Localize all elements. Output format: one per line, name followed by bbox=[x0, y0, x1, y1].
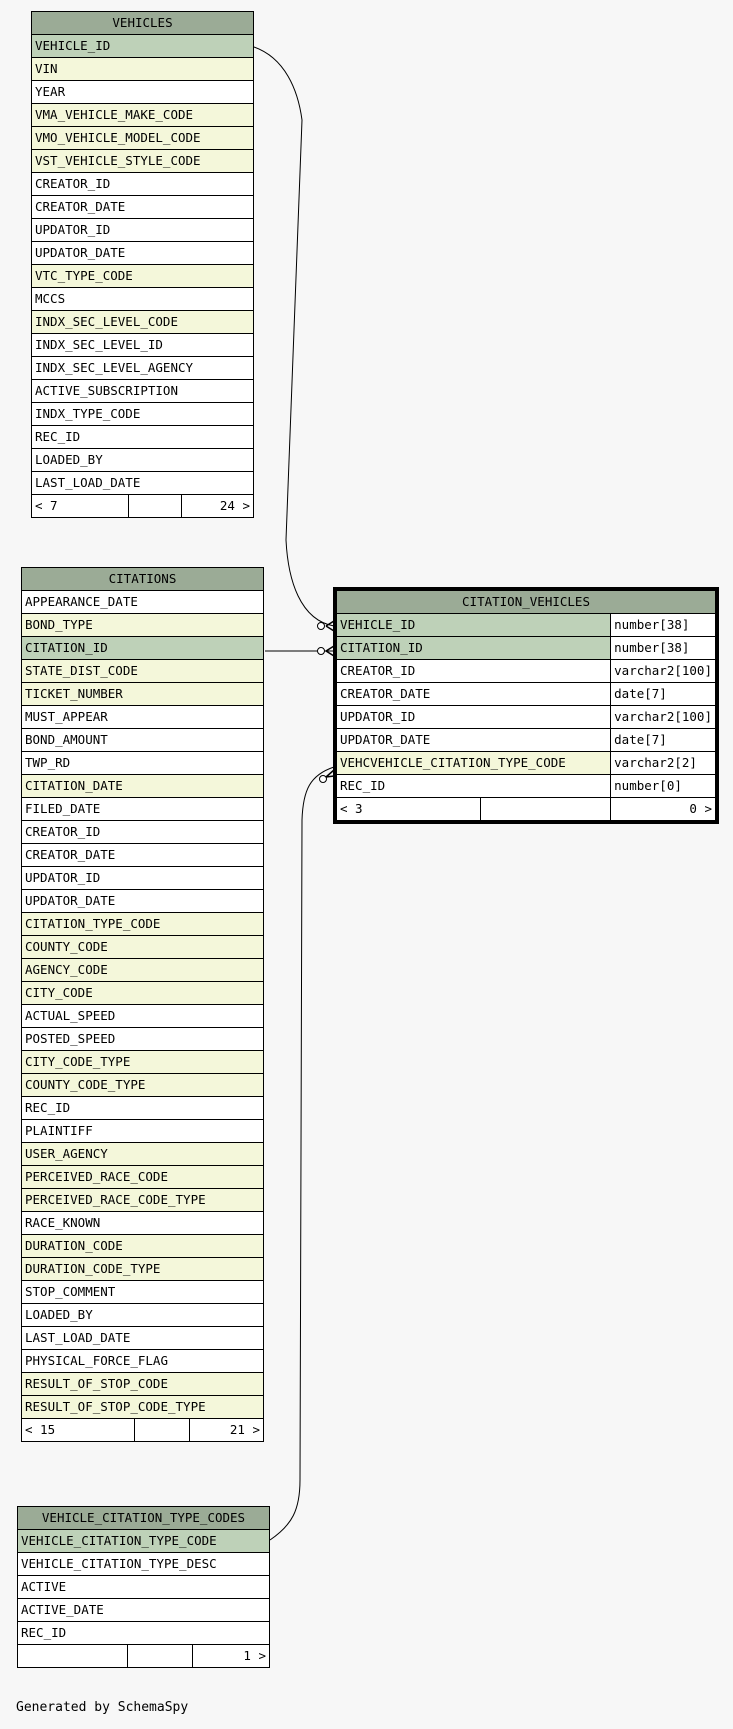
column-name: VMA_VEHICLE_MAKE_CODE bbox=[32, 104, 254, 127]
column-name: RACE_KNOWN bbox=[22, 1212, 264, 1235]
column-name: VIN bbox=[32, 58, 254, 81]
table-title: CITATION_VEHICLES bbox=[337, 591, 716, 614]
table-row bbox=[32, 265, 254, 288]
table-footer-row bbox=[22, 1419, 264, 1442]
column-name: PERCEIVED_RACE_CODE_TYPE bbox=[22, 1189, 264, 1212]
column-name: USER_AGENCY bbox=[22, 1143, 264, 1166]
table-citation-vehicles bbox=[336, 590, 716, 821]
column-name: YEAR bbox=[32, 81, 254, 104]
column-name: APPEARANCE_DATE bbox=[22, 591, 264, 614]
table-row bbox=[32, 150, 254, 173]
parent-count: < 15 bbox=[22, 1419, 135, 1442]
column-name: STATE_DIST_CODE bbox=[22, 660, 264, 683]
crowfoot-type-code bbox=[320, 776, 327, 783]
column-name: AGENCY_CODE bbox=[22, 959, 264, 982]
table-footer-row bbox=[337, 798, 716, 821]
column-name: RESULT_OF_STOP_CODE_TYPE bbox=[22, 1396, 264, 1419]
table-row bbox=[22, 614, 264, 637]
table-row bbox=[22, 683, 264, 706]
column-name: CITY_CODE_TYPE bbox=[22, 1051, 264, 1074]
column-type: varchar2[100] bbox=[611, 706, 716, 729]
column-name: CREATOR_DATE bbox=[22, 844, 264, 867]
table-row bbox=[22, 1189, 264, 1212]
table-row bbox=[18, 1553, 270, 1576]
table-row bbox=[32, 380, 254, 403]
table-row bbox=[32, 35, 254, 58]
table-row bbox=[22, 1212, 264, 1235]
table-row bbox=[32, 81, 254, 104]
column-name: PERCEIVED_RACE_CODE bbox=[22, 1166, 264, 1189]
table-row bbox=[18, 1622, 270, 1645]
table-header-row bbox=[18, 1507, 270, 1530]
table-row bbox=[22, 798, 264, 821]
table-row bbox=[22, 1327, 264, 1350]
table-row bbox=[22, 1097, 264, 1120]
column-name: PLAINTIFF bbox=[22, 1120, 264, 1143]
column-name: LOADED_BY bbox=[32, 449, 254, 472]
column-name: PHYSICAL_FORCE_FLAG bbox=[22, 1350, 264, 1373]
column-name: POSTED_SPEED bbox=[22, 1028, 264, 1051]
column-name: CITY_CODE bbox=[22, 982, 264, 1005]
table-title: VEHICLES bbox=[32, 12, 254, 35]
table-row bbox=[22, 1051, 264, 1074]
table-row bbox=[18, 1599, 270, 1622]
crowfoot-citation-id bbox=[318, 648, 325, 655]
column-name: LAST_LOAD_DATE bbox=[32, 472, 254, 495]
table-row bbox=[18, 1530, 270, 1553]
table-row bbox=[22, 1143, 264, 1166]
table-row bbox=[22, 775, 264, 798]
column-name: FILED_DATE bbox=[22, 798, 264, 821]
table-footer-row bbox=[18, 1645, 270, 1668]
column-name: REC_ID bbox=[22, 1097, 264, 1120]
footer-spacer bbox=[129, 495, 181, 518]
column-name: CREATOR_ID bbox=[337, 660, 611, 683]
column-name: VEHICLE_CITATION_TYPE_CODE bbox=[18, 1530, 270, 1553]
table-row bbox=[22, 1281, 264, 1304]
table-row bbox=[22, 1028, 264, 1051]
table-row bbox=[32, 242, 254, 265]
parent-count: < 3 bbox=[337, 798, 481, 821]
column-type: number[38] bbox=[611, 614, 716, 637]
table-row bbox=[32, 472, 254, 495]
table-row bbox=[22, 982, 264, 1005]
column-name: TICKET_NUMBER bbox=[22, 683, 264, 706]
table-title: CITATIONS bbox=[22, 568, 264, 591]
column-name: ACTUAL_SPEED bbox=[22, 1005, 264, 1028]
table-row bbox=[18, 1576, 270, 1599]
column-name: VTC_TYPE_CODE bbox=[32, 265, 254, 288]
column-name: INDX_SEC_LEVEL_CODE bbox=[32, 311, 254, 334]
column-name: UPDATOR_ID bbox=[337, 706, 611, 729]
table-row bbox=[22, 1396, 264, 1419]
table-header-row bbox=[22, 568, 264, 591]
column-name: LOADED_BY bbox=[22, 1304, 264, 1327]
link-vehicle-id bbox=[254, 47, 334, 626]
table-row bbox=[337, 614, 716, 637]
table-row bbox=[337, 729, 716, 752]
column-type: date[7] bbox=[611, 729, 716, 752]
column-name: VEHCVEHICLE_CITATION_TYPE_CODE bbox=[337, 752, 611, 775]
table-row bbox=[32, 357, 254, 380]
table-row bbox=[22, 867, 264, 890]
crowfoot-vehicle-id bbox=[318, 623, 325, 630]
table-row bbox=[22, 1074, 264, 1097]
column-name: LAST_LOAD_DATE bbox=[22, 1327, 264, 1350]
column-name: COUNTY_CODE bbox=[22, 936, 264, 959]
table-row bbox=[22, 821, 264, 844]
column-name: VEHICLE_CITATION_TYPE_DESC bbox=[18, 1553, 270, 1576]
child-count: 21 > bbox=[189, 1419, 263, 1442]
table-row bbox=[22, 637, 264, 660]
table-row bbox=[22, 844, 264, 867]
table-row bbox=[22, 752, 264, 775]
column-name: RESULT_OF_STOP_CODE bbox=[22, 1373, 264, 1396]
column-type: varchar2[100] bbox=[611, 660, 716, 683]
footer-spacer bbox=[481, 798, 611, 821]
table-row bbox=[22, 591, 264, 614]
column-type: varchar2[2] bbox=[611, 752, 716, 775]
column-name: CREATOR_ID bbox=[22, 821, 264, 844]
table-title: VEHICLE_CITATION_TYPE_CODES bbox=[18, 1507, 270, 1530]
link-citation-type-code bbox=[270, 767, 334, 1540]
table-row bbox=[22, 1373, 264, 1396]
column-name: VEHICLE_ID bbox=[32, 35, 254, 58]
footer-spacer bbox=[128, 1645, 192, 1668]
table-row bbox=[22, 1235, 264, 1258]
column-name: CITATION_ID bbox=[22, 637, 264, 660]
table-row bbox=[22, 1005, 264, 1028]
column-name: INDX_SEC_LEVEL_AGENCY bbox=[32, 357, 254, 380]
table-row bbox=[32, 288, 254, 311]
table-row bbox=[22, 1166, 264, 1189]
column-name: CITATION_ID bbox=[337, 637, 611, 660]
column-name: CREATOR_ID bbox=[32, 173, 254, 196]
table-row bbox=[22, 729, 264, 752]
column-type: number[0] bbox=[611, 775, 716, 798]
table-row bbox=[337, 752, 716, 775]
table-row bbox=[32, 403, 254, 426]
table-row bbox=[22, 913, 264, 936]
column-name: REC_ID bbox=[18, 1622, 270, 1645]
column-name: UPDATOR_DATE bbox=[32, 242, 254, 265]
column-name: REC_ID bbox=[32, 426, 254, 449]
table-row bbox=[32, 449, 254, 472]
table-row bbox=[32, 127, 254, 150]
table-row bbox=[32, 219, 254, 242]
column-name: DURATION_CODE bbox=[22, 1235, 264, 1258]
table-row bbox=[337, 775, 716, 798]
table-citations bbox=[21, 567, 264, 1442]
table-row bbox=[337, 706, 716, 729]
column-name: CITATION_TYPE_CODE bbox=[22, 913, 264, 936]
table-row bbox=[22, 1304, 264, 1327]
child-count: 24 > bbox=[181, 495, 253, 518]
generated-by-footer: Generated by SchemaSpy bbox=[16, 1700, 189, 1715]
column-name: UPDATOR_DATE bbox=[22, 890, 264, 913]
table-row bbox=[22, 936, 264, 959]
table-row bbox=[22, 1258, 264, 1281]
table-row bbox=[22, 706, 264, 729]
table-row bbox=[337, 683, 716, 706]
column-name: CREATOR_DATE bbox=[32, 196, 254, 219]
table-row bbox=[32, 311, 254, 334]
child-count: 0 > bbox=[611, 798, 716, 821]
parent-count bbox=[18, 1645, 128, 1668]
column-name: ACTIVE bbox=[18, 1576, 270, 1599]
column-name: TWP_RD bbox=[22, 752, 264, 775]
column-name: MUST_APPEAR bbox=[22, 706, 264, 729]
table-row bbox=[32, 104, 254, 127]
table-row bbox=[32, 426, 254, 449]
table-row bbox=[22, 959, 264, 982]
column-name: BOND_AMOUNT bbox=[22, 729, 264, 752]
column-name: VMO_VEHICLE_MODEL_CODE bbox=[32, 127, 254, 150]
column-name: VST_VEHICLE_STYLE_CODE bbox=[32, 150, 254, 173]
column-type: date[7] bbox=[611, 683, 716, 706]
column-name: MCCS bbox=[32, 288, 254, 311]
table-row bbox=[32, 334, 254, 357]
column-name: ACTIVE_SUBSCRIPTION bbox=[32, 380, 254, 403]
column-type: number[38] bbox=[611, 637, 716, 660]
table-vehicles bbox=[31, 11, 254, 518]
column-name: UPDATOR_ID bbox=[32, 219, 254, 242]
column-name: INDX_TYPE_CODE bbox=[32, 403, 254, 426]
table-row bbox=[32, 173, 254, 196]
column-name: STOP_COMMENT bbox=[22, 1281, 264, 1304]
table-row bbox=[22, 660, 264, 683]
table-row bbox=[32, 58, 254, 81]
column-name: CITATION_DATE bbox=[22, 775, 264, 798]
child-count: 1 > bbox=[192, 1645, 269, 1668]
column-name: UPDATOR_DATE bbox=[337, 729, 611, 752]
column-name: VEHICLE_ID bbox=[337, 614, 611, 637]
table-header-row bbox=[337, 591, 716, 614]
table-row bbox=[337, 660, 716, 683]
column-name: REC_ID bbox=[337, 775, 611, 798]
column-name: INDX_SEC_LEVEL_ID bbox=[32, 334, 254, 357]
column-name: ACTIVE_DATE bbox=[18, 1599, 270, 1622]
table-row bbox=[22, 890, 264, 913]
column-name: BOND_TYPE bbox=[22, 614, 264, 637]
table-row bbox=[22, 1350, 264, 1373]
table-row bbox=[32, 196, 254, 219]
table-vehicle-citation-type-codes bbox=[17, 1506, 270, 1668]
footer-spacer bbox=[135, 1419, 189, 1442]
column-name: COUNTY_CODE_TYPE bbox=[22, 1074, 264, 1097]
column-name: CREATOR_DATE bbox=[337, 683, 611, 706]
table-header-row bbox=[32, 12, 254, 35]
parent-count: < 7 bbox=[32, 495, 129, 518]
table-row bbox=[337, 637, 716, 660]
table-row bbox=[22, 1120, 264, 1143]
table-footer-row bbox=[32, 495, 254, 518]
column-name: DURATION_CODE_TYPE bbox=[22, 1258, 264, 1281]
column-name: UPDATOR_ID bbox=[22, 867, 264, 890]
